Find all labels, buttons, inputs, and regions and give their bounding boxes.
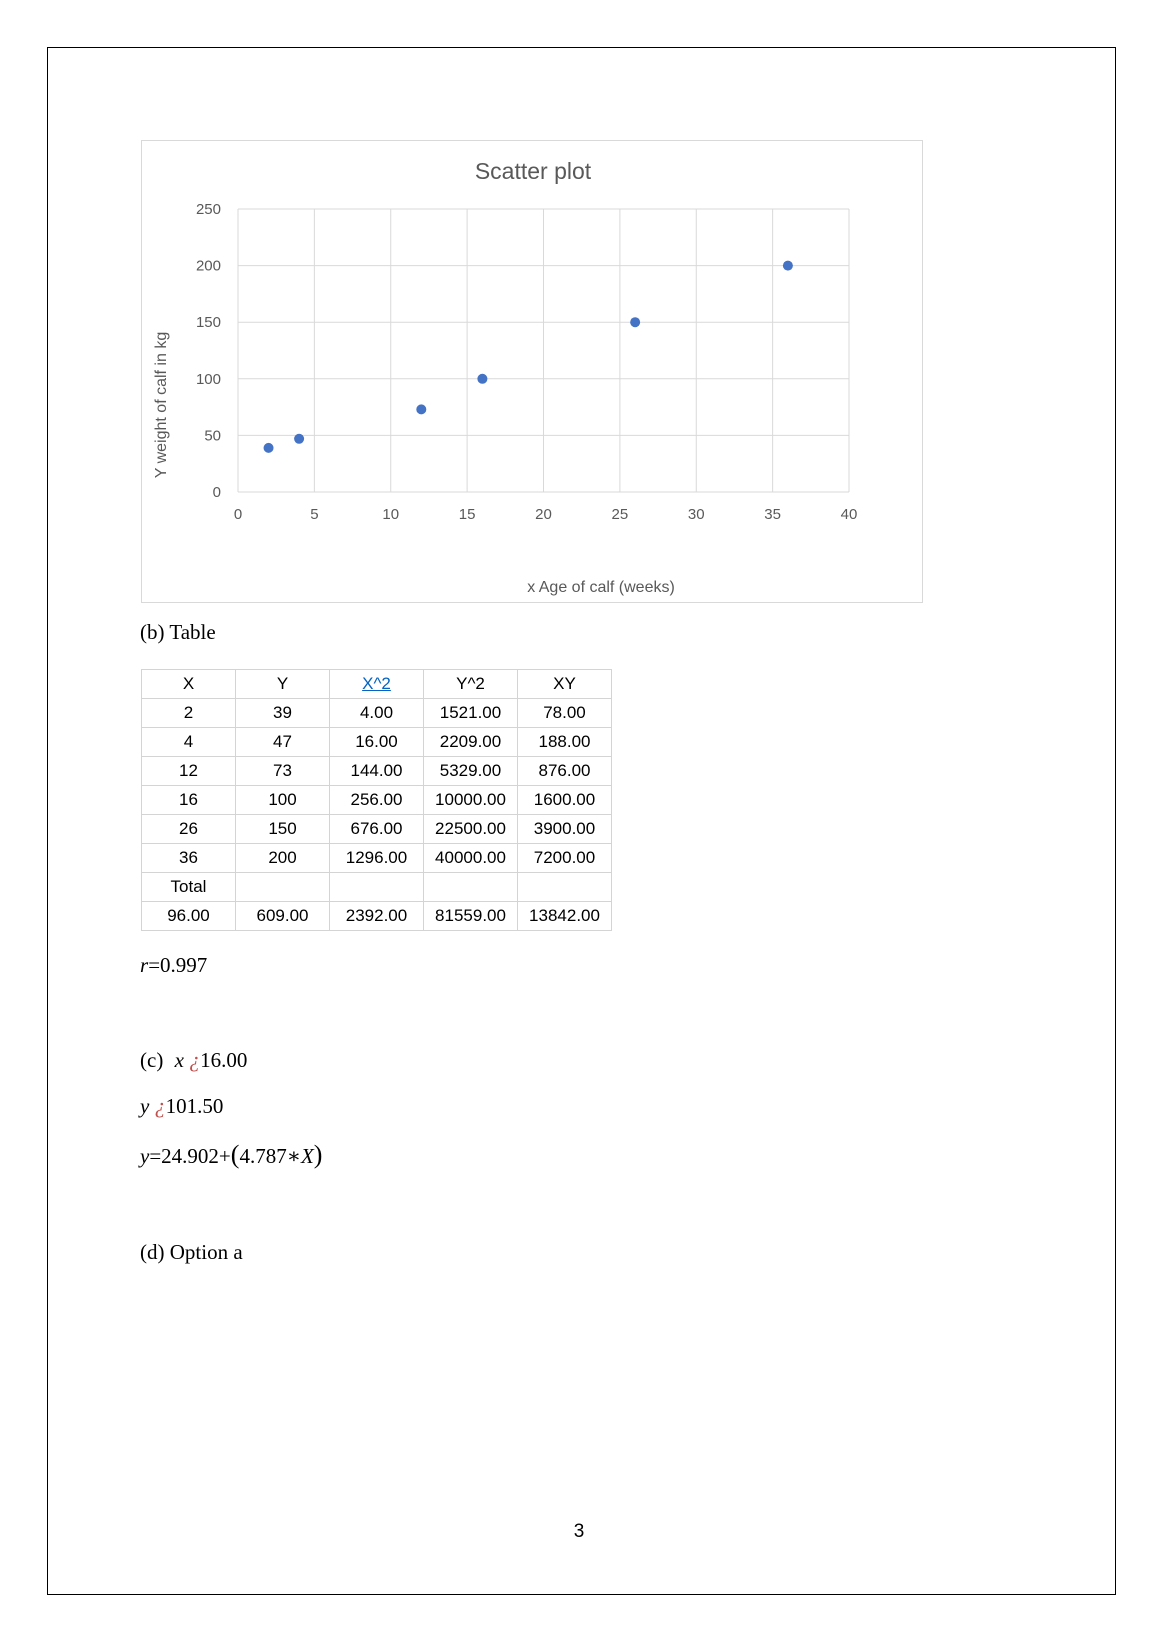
table-cell: 188.00 [518, 728, 612, 757]
x-mean-symbol: x [174, 1048, 184, 1072]
x-tick-label: 15 [458, 506, 476, 523]
regression-equals: = [149, 1144, 162, 1168]
regression-times: ∗ [286, 1144, 301, 1168]
page-number: 3 [573, 1521, 585, 1542]
table-cell: 73 [236, 757, 330, 786]
correlation-line [140, 953, 207, 978]
table-cell: 3900.00 [518, 815, 612, 844]
table-cell: 10000.00 [424, 786, 518, 815]
table-row [142, 786, 612, 815]
y-axis-title: Y weight of calf in kg [153, 331, 170, 479]
table-cell [330, 873, 424, 902]
table-row [142, 699, 612, 728]
table-cell: 13842.00 [518, 902, 612, 931]
table-cell: 12 [142, 757, 236, 786]
table-cell: 7200.00 [518, 844, 612, 873]
data-point [294, 434, 304, 444]
table-row [142, 844, 612, 873]
table-cell [518, 873, 612, 902]
table-cell: 16.00 [330, 728, 424, 757]
table-cell: 2 [142, 699, 236, 728]
y-bar-glyph: ¿ [154, 1093, 166, 1118]
r-value: 0.997 [160, 953, 208, 977]
table-cell: 100 [236, 786, 330, 815]
table-cell: X^2 [330, 670, 424, 699]
table-cell [424, 873, 518, 902]
table-cell: 4 [142, 728, 236, 757]
x-tick-label: 20 [535, 506, 552, 523]
table-row [142, 757, 612, 786]
regression-y: y [140, 1144, 150, 1168]
table-cell: 78.00 [518, 699, 612, 728]
table-cell: 40000.00 [424, 844, 518, 873]
data-point [783, 261, 793, 271]
chart-title: Scatter plot [474, 158, 592, 184]
regression-slope: 4.787 [239, 1144, 287, 1168]
r-equals: = [148, 953, 161, 977]
x-axis-title: x Age of calf (weeks) [527, 579, 675, 596]
data-point [630, 317, 640, 327]
x-mean-value: 16.00 [200, 1048, 248, 1072]
data-point [264, 443, 274, 453]
data-table [141, 669, 612, 931]
table-cell: 2209.00 [424, 728, 518, 757]
data-point [416, 404, 426, 414]
x-tick-label: 5 [310, 506, 319, 523]
table-cell: 22500.00 [424, 815, 518, 844]
table-cell: 4.00 [330, 699, 424, 728]
y-tick-label: 200 [195, 257, 221, 275]
x-tick-label: 35 [764, 506, 781, 523]
y-tick-label: 0 [212, 484, 221, 501]
table-cell: 16 [142, 786, 236, 815]
table-cell: Y [236, 670, 330, 699]
table-cell: 5329.00 [424, 757, 518, 786]
x-tick-label: 30 [687, 506, 705, 523]
table-cell: XY [518, 670, 612, 699]
table-cell: 26 [142, 815, 236, 844]
y-tick-label: 100 [195, 370, 221, 388]
table-cell: 144.00 [330, 757, 424, 786]
table-cell: 1296.00 [330, 844, 424, 873]
table-cell: X [142, 670, 236, 699]
regression-intercept: 24.902+ [161, 1144, 231, 1168]
y-tick-label: 250 [195, 201, 221, 218]
regression-open-paren: ( [230, 1140, 240, 1169]
r-symbol: r [140, 953, 149, 977]
section-d-label: (d) Option a [140, 1240, 243, 1264]
table-cell: 200 [236, 844, 330, 873]
regression-close-paren: ) [313, 1140, 323, 1169]
table-totals-row [142, 902, 612, 931]
table-cell: 39 [236, 699, 330, 728]
section-b-label: (b) Table [140, 620, 216, 644]
table-cell: 96.00 [142, 902, 236, 931]
x-mean-line [140, 1047, 247, 1073]
table-row [142, 815, 612, 844]
table-header-row [142, 670, 612, 699]
table-cell: 256.00 [330, 786, 424, 815]
x-tick-label: 10 [382, 506, 400, 523]
chart-canvas [142, 141, 924, 604]
table-cell: 150 [236, 815, 330, 844]
y-tick-label: 150 [195, 314, 221, 332]
table-cell: 1600.00 [518, 786, 612, 815]
section-c-label: (c) [140, 1048, 164, 1072]
y-mean-value: 101.50 [165, 1094, 224, 1118]
table-cell: 2392.00 [330, 902, 424, 931]
x-bar-glyph: ¿ [189, 1047, 201, 1072]
y-mean-line [140, 1093, 223, 1119]
table-cell: 81559.00 [424, 902, 518, 931]
table-cell: 1521.00 [424, 699, 518, 728]
y-tick-label: 50 [204, 427, 221, 445]
x-tick-label: 25 [611, 506, 629, 523]
x-tick-label: 40 [840, 506, 858, 523]
y-mean-symbol: y [140, 1094, 150, 1118]
table-row [142, 728, 612, 757]
table-cell: 36 [142, 844, 236, 873]
table-cell: 676.00 [330, 815, 424, 844]
data-point [477, 374, 487, 384]
table-total-label-row [142, 873, 612, 902]
scatter-chart [141, 140, 923, 603]
table-cell: Y^2 [424, 670, 518, 699]
table-cell: 47 [236, 728, 330, 757]
regression-x: X [300, 1144, 314, 1168]
x-tick-label: 0 [233, 506, 243, 523]
table-cell: 876.00 [518, 757, 612, 786]
table-cell [236, 873, 330, 902]
total-label-cell: Total [142, 873, 236, 902]
table-cell: 609.00 [236, 902, 330, 931]
regression-line [140, 1140, 322, 1170]
